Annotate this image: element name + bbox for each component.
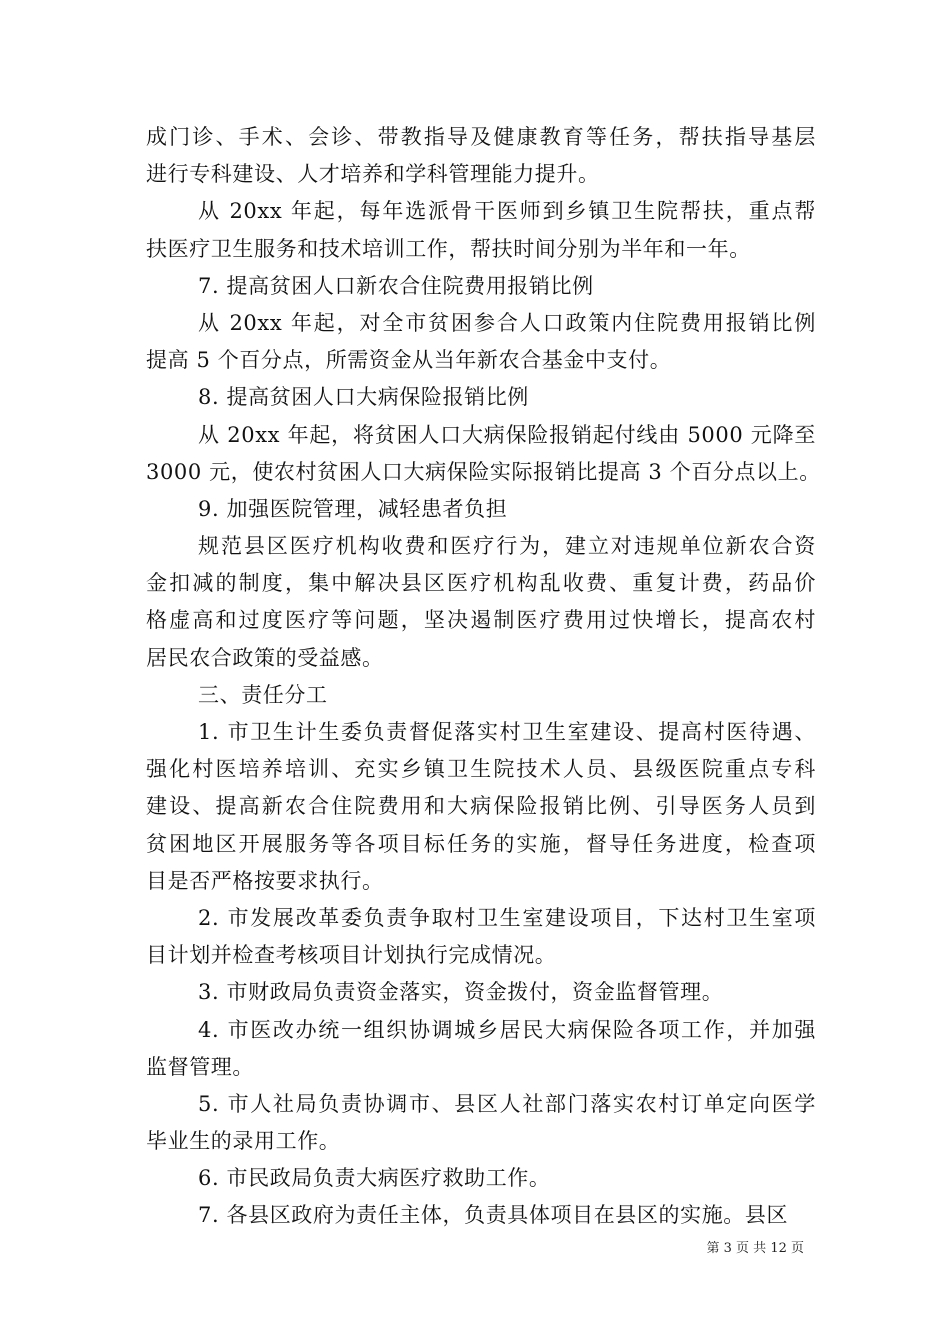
text-line: 成门诊、手术、会诊、带教指导及健康教育等任务，帮扶指导基层 — [146, 125, 816, 149]
text-line: 9. 加强医院管理，减轻患者负担 — [198, 496, 508, 521]
text-line: 7. 提高贫困人口新农合住院费用报销比例 — [198, 273, 594, 298]
paragraph — [146, 528, 816, 677]
text-line: 1. 市卫生计生委负责督促落实村卫生室建设、提高村医待遇、 — [198, 720, 816, 744]
paragraph — [146, 379, 816, 416]
paragraph — [146, 491, 816, 528]
paragraph — [146, 268, 816, 305]
paragraph — [146, 900, 816, 974]
text-line: 7. 各县区政府为责任主体，负责具体项目在县区的实施。县区 — [198, 1203, 789, 1228]
paragraph — [146, 119, 816, 193]
text-line: 三、责任分工 — [198, 682, 328, 707]
text-line: 进行专科建设、人才培养和学科管理能力提升。 — [146, 162, 600, 187]
text-line: 强化村医培养培训、充实乡镇卫生院技术人员、县级医院重点专科 — [146, 757, 816, 782]
text-line: 金扣减的制度，集中解决县区医疗机构乱收费、重复计费，药品价 — [146, 571, 816, 596]
text-line: 5. 市人社局负责协调市、县区人社部门落实农村订单定向医学 — [198, 1091, 816, 1116]
text-line: 从 20xx 年起，对全市贫困参合人口政策内住院费用报销比例 — [198, 310, 816, 335]
text-line: 规范县区医疗机构收费和医疗行为，建立对违规单位新农合资 — [198, 534, 816, 559]
text-line: 2. 市发展改革委负责争取村卫生室建设项目，下达村卫生室项 — [198, 905, 816, 930]
page-number: 第 3 页 共 12 页 — [706, 1241, 804, 1256]
document-body — [146, 119, 821, 1235]
text-line: 毕业生的录用工作。 — [146, 1129, 341, 1154]
paragraph — [146, 193, 816, 267]
text-line: 建设、提高新农合住院费用和大病保险报销比例、引导医务人员到 — [146, 794, 816, 819]
paragraph — [146, 714, 816, 900]
paragraph — [146, 1197, 816, 1234]
text-line: 3. 市财政局负责资金落实，资金拨付，资金监督管理。 — [198, 980, 724, 1005]
text-line: 监督管理。 — [146, 1054, 254, 1079]
paragraph — [146, 417, 821, 491]
paragraph — [146, 677, 816, 714]
text-line: 6. 市民政局负责大病医疗救助工作。 — [198, 1166, 551, 1191]
text-line: 扶医疗卫生服务和技术培训工作，帮扶时间分别为半年和一年。 — [146, 236, 751, 261]
text-line: 贫困地区开展服务等各项目标任务的实施，督导任务进度，检查项 — [146, 831, 816, 856]
text-line: 3000 元，使农村贫困人口大病保险实际报销比提高 3 个百分点以上。 — [146, 459, 821, 484]
text-line: 居民农合政策的受益感。 — [146, 645, 384, 670]
text-line: 提高 5 个百分点，所需资金从当年新农合基金中支付。 — [146, 348, 672, 373]
text-line: 目是否严格按要求执行。 — [146, 868, 384, 893]
paragraph — [146, 305, 816, 379]
text-line: 4. 市医改办统一组织协调城乡居民大病保险各项工作，并加强 — [198, 1017, 816, 1042]
paragraph — [146, 974, 816, 1011]
text-line: 从 20xx 年起，将贫困人口大病保险报销起付线由 5000 元降至 — [198, 422, 816, 447]
paragraph — [146, 1012, 816, 1086]
paragraph — [146, 1086, 816, 1160]
text-line: 目计划并检查考核项目计划执行完成情况。 — [146, 943, 557, 968]
text-line: 8. 提高贫困人口大病保险报销比例 — [198, 385, 529, 410]
text-line: 从 20xx 年起，每年选派骨干医师到乡镇卫生院帮扶，重点帮 — [198, 199, 816, 224]
text-line: 格虚高和过度医疗等问题，坚决遏制医疗费用过快增长，提高农村 — [146, 608, 816, 633]
paragraph — [146, 1160, 816, 1197]
